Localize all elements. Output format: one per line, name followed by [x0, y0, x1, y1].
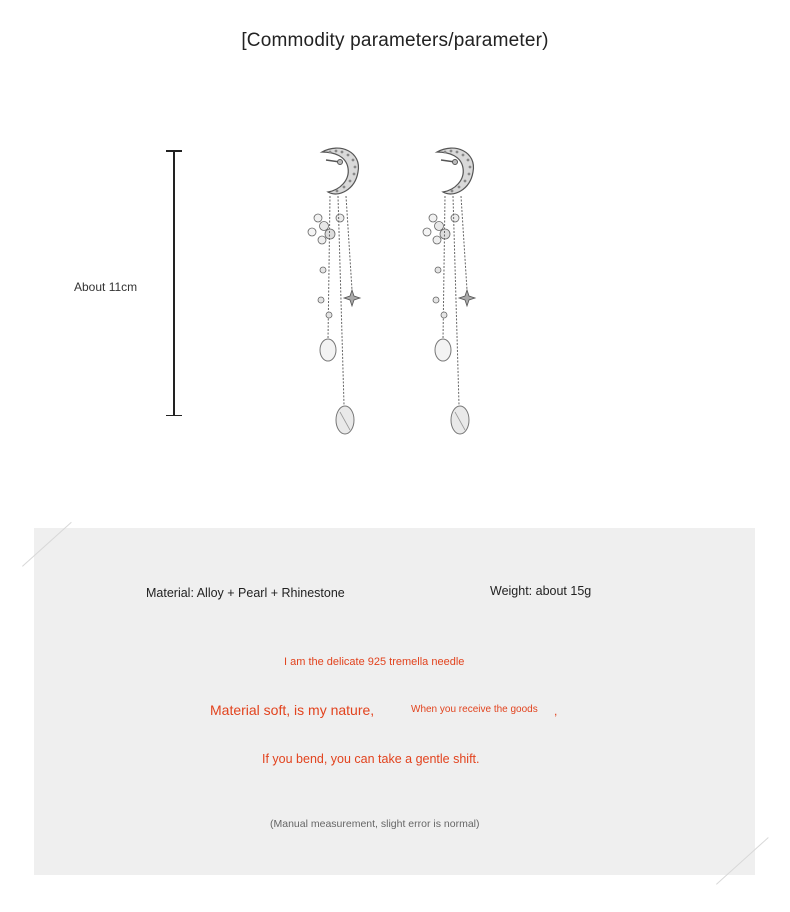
weight-spec: Weight: about 15g: [490, 584, 592, 598]
specs-panel: [34, 528, 755, 875]
note-line-1: I am the delicate 925 tremella needle: [284, 656, 465, 668]
material-spec: Material: Alloy + Pearl + Rhinestone: [146, 586, 345, 600]
earrings-image: [290, 140, 490, 445]
note-line-2c: ,: [554, 704, 558, 718]
footnote: (Manual measurement, slight error is normal): [270, 818, 480, 830]
length-ruler: [166, 150, 182, 416]
page-title: [Commodity parameters/parameter): [241, 30, 549, 51]
note-line-2b: When you receive the goods: [411, 704, 538, 715]
note-line-3: If you bend, you can take a gentle shift.: [262, 752, 480, 766]
length-label: About 11cm: [74, 280, 138, 294]
ruler-bottom-cap: [166, 415, 182, 417]
ruler-bar: [173, 150, 175, 416]
note-line-2a: Material soft, is my nature,: [210, 702, 375, 718]
